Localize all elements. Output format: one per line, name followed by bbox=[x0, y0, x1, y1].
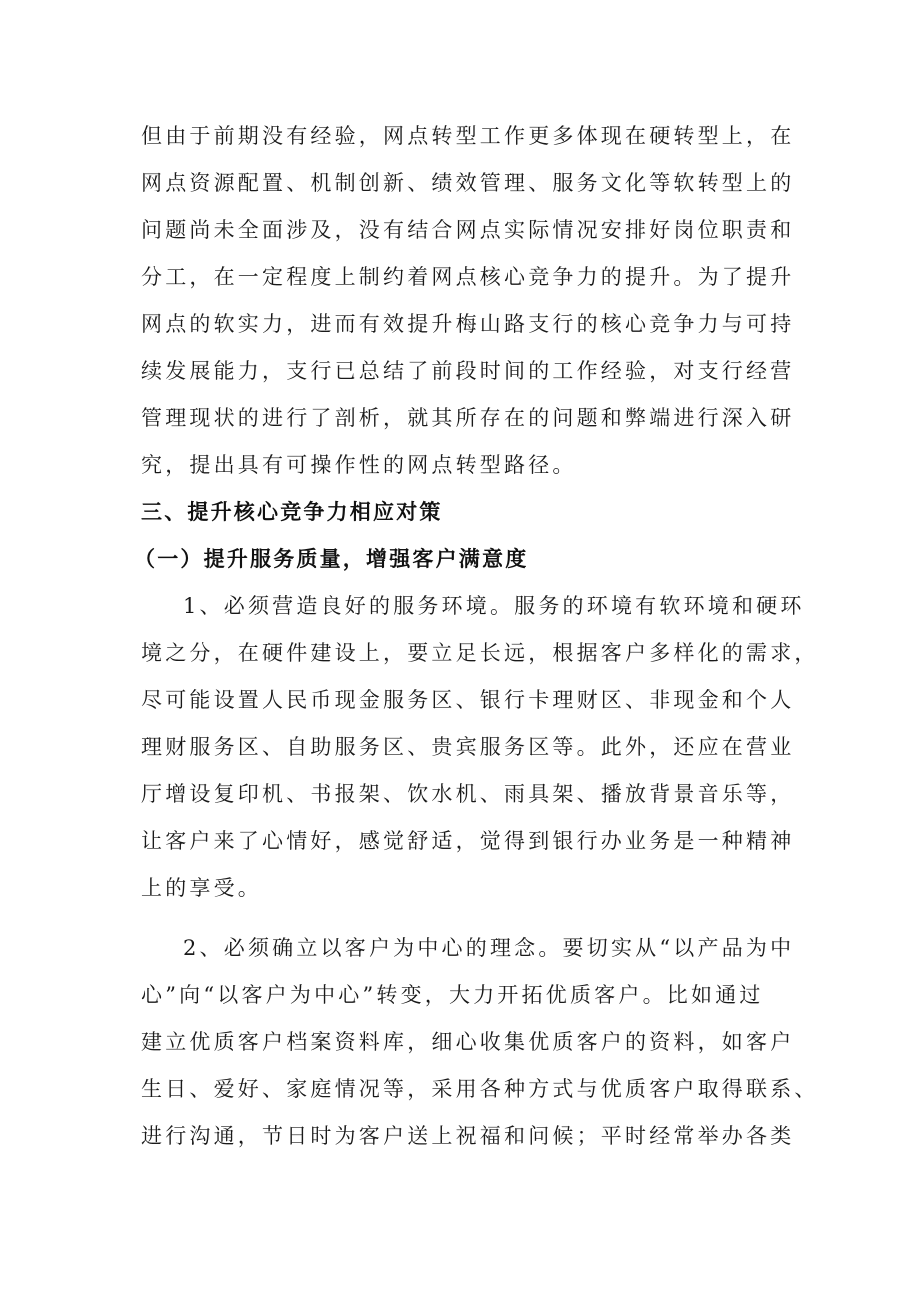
text-line: 网点的软实力，进而有效提升梅山路支行的核心竞争力与可持 bbox=[141, 312, 795, 336]
paragraph-2 bbox=[141, 583, 819, 912]
text-line: 让客户来了心情好，感觉舒适，觉得到银行办业务是一种精神 bbox=[141, 829, 795, 853]
text-line: 管理现状的进行了剖析，就其所存在的问题和弊端进行深入研 bbox=[141, 406, 795, 430]
text-line: 生日、爱好、家庭情况等，采用各种方式与优质客户取得联系、 bbox=[141, 1077, 819, 1101]
text-line: 但由于前期没有经验，网点转型工作更多体现在硬转型上，在 bbox=[141, 124, 795, 148]
text-line: 上的享受。 bbox=[141, 876, 262, 900]
text-line: 建立优质客户档案资料库，细心收集优质客户的资料，如客户 bbox=[141, 1030, 795, 1054]
text-line: 2、必须确立以客户为中心的理念。要切实从“以产品为中 bbox=[183, 936, 795, 960]
paragraph-1 bbox=[141, 113, 795, 489]
text-line: 问题尚未全面涉及，没有结合网点实际情况安排好岗位职责和 bbox=[141, 218, 795, 242]
text-line: 尽可能设置人民币现金服务区、银行卡理财区、非现金和个人 bbox=[141, 688, 795, 712]
text-line: 1、必须营造良好的服务环境。服务的环境有软环境和硬环 bbox=[183, 594, 805, 618]
text-line: 厅增设复印机、书报架、饮水机、雨具架、播放背景音乐等， bbox=[141, 782, 795, 806]
section-heading: 三、提升核心竞争力相应对策 bbox=[141, 500, 443, 524]
paragraph-3 bbox=[141, 925, 819, 1160]
text-line: 心”向“以客户为中心”转变，大力开拓优质客户。比如通过 bbox=[141, 983, 764, 1007]
text-line: 究，提出具有可操作性的网点转型路径。 bbox=[141, 453, 577, 477]
text-line: 分工，在一定程度上制约着网点核心竞争力的提升。为了提升 bbox=[141, 265, 795, 289]
document-body bbox=[134, 113, 819, 1160]
subsection-heading: （一）提升服务质量，增强客户满意度 bbox=[134, 547, 529, 571]
text-line: 进行沟通，节日时为客户送上祝福和问候；平时经常举办各类 bbox=[141, 1124, 795, 1148]
text-line: 境之分，在硬件建设上，要立足长远，根据客户多样化的需求， bbox=[141, 641, 819, 665]
text-line: 理财服务区、自助服务区、贵宾服务区等。此外，还应在营业 bbox=[141, 735, 795, 759]
text-line: 网点资源配置、机制创新、绩效管理、服务文化等软转型上的 bbox=[141, 171, 795, 195]
text-line: 续发展能力，支行已总结了前段时间的工作经验，对支行经营 bbox=[141, 359, 795, 383]
